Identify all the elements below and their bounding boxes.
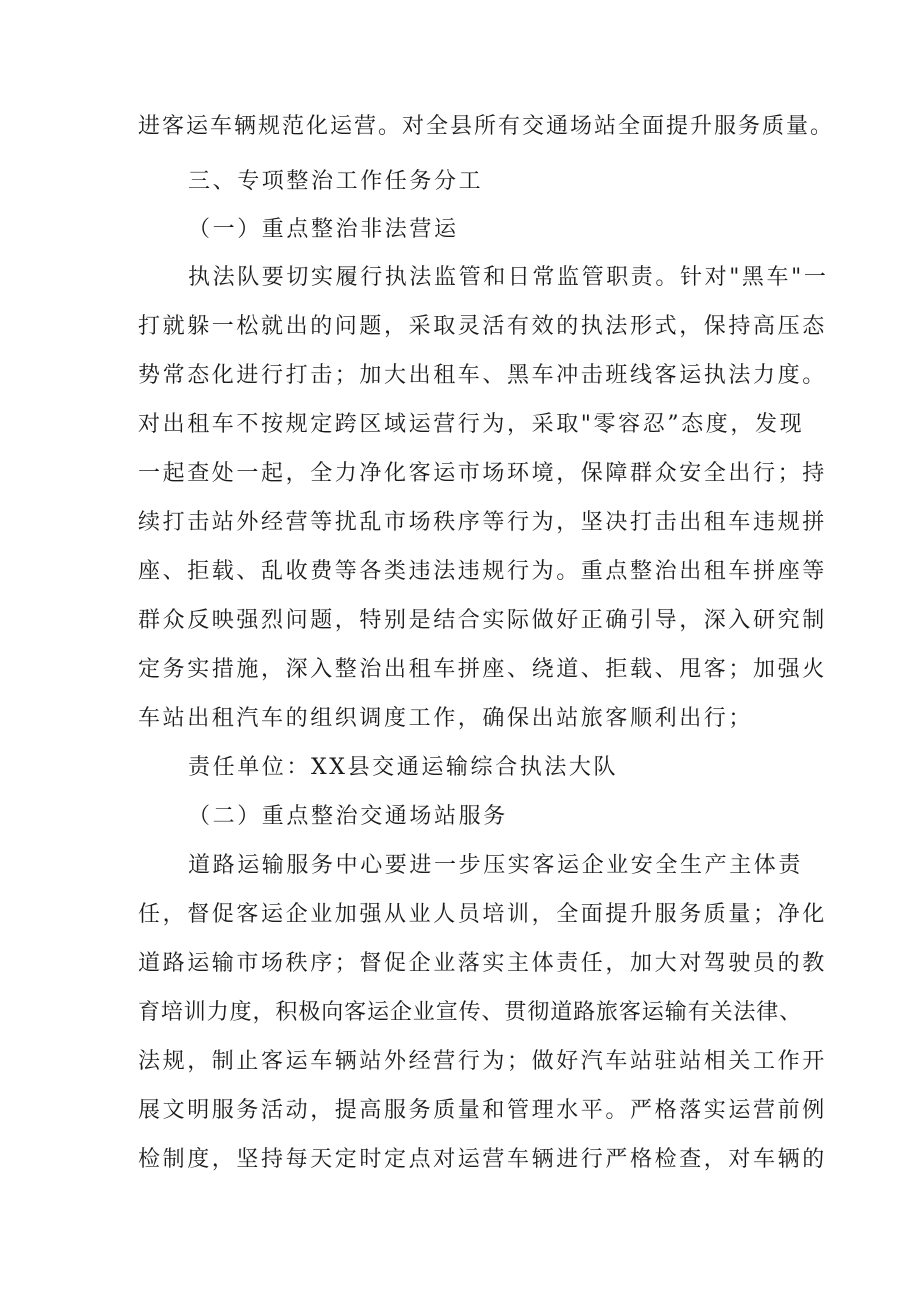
subsection-heading: （二）重点整治交通场站服务 [188, 804, 508, 829]
paragraph-line: 群众反映强烈问题，特别是结合实际做好正确引导，深入研究制 [138, 608, 827, 633]
paragraph-line: 检制度，坚持每天定时定点对运营车辆进行严格检查，对车辆的 [138, 1147, 827, 1172]
paragraph-line: 打就躲一松就出的问题，采取灵活有效的执法形式，保持高压态 [138, 314, 827, 339]
paragraph-line: 车站出租汽车的组织调度工作，确保出站旅客顺利出行； [138, 706, 754, 731]
paragraph-line: 定务实措施，深入整治出租车拼座、绕道、拒载、甩客；加强火 [138, 657, 827, 682]
paragraph-line: 座、拒载、乱收费等各类违法违规行为。重点整治出租车拼座等 [138, 559, 827, 584]
paragraph-line: 道路运输市场秩序；督促企业落实主体责任，加大对驾驶员的教 [138, 951, 827, 976]
paragraph-line: 执法队要切实履行执法监管和日常监管职责。针对"黑车"一 [188, 265, 829, 290]
section-heading: 三、专项整治工作任务分工 [188, 169, 484, 194]
responsible-unit: 责任单位：XX县交通运输综合执法大队 [188, 755, 619, 780]
paragraph-line: 法规，制止客运车辆站外经营行为；做好汽车站驻站相关工作开 [138, 1049, 827, 1074]
paragraph-line: 进客运车辆规范化运营。对全县所有交通场站全面提升服务质量。 [138, 114, 835, 139]
paragraph-line: 势常态化进行打击；加大出租车、黑车冲击班线客运执法力度。 [138, 363, 827, 388]
paragraph-line: 一起查处一起，全力净化客运市场环境，保障群众安全出行；持 [138, 461, 827, 486]
paragraph-line: 育培训力度，积极向客运企业宣传、贯彻道路旅客运输有关法律、 [138, 1000, 803, 1025]
paragraph-line: 展文明服务活动，提高服务质量和管理水平。严格落实运营前例 [138, 1098, 827, 1123]
paragraph-line: 对出租车不按规定跨区域运营行为，采取"零容忍”态度，发现 [138, 412, 805, 437]
paragraph-line: 道路运输服务中心要进一步压实客运企业安全生产主体责 [188, 853, 804, 878]
paragraph-line: 任，督促客运企业加强从业人员培训，全面提升服务质量；净化 [138, 902, 827, 927]
subsection-heading: （一）重点整治非法营运 [188, 217, 459, 242]
paragraph-line: 续打击站外经营等扰乱市场秩序等行为，坚决打击出租车违规拼 [138, 510, 827, 535]
